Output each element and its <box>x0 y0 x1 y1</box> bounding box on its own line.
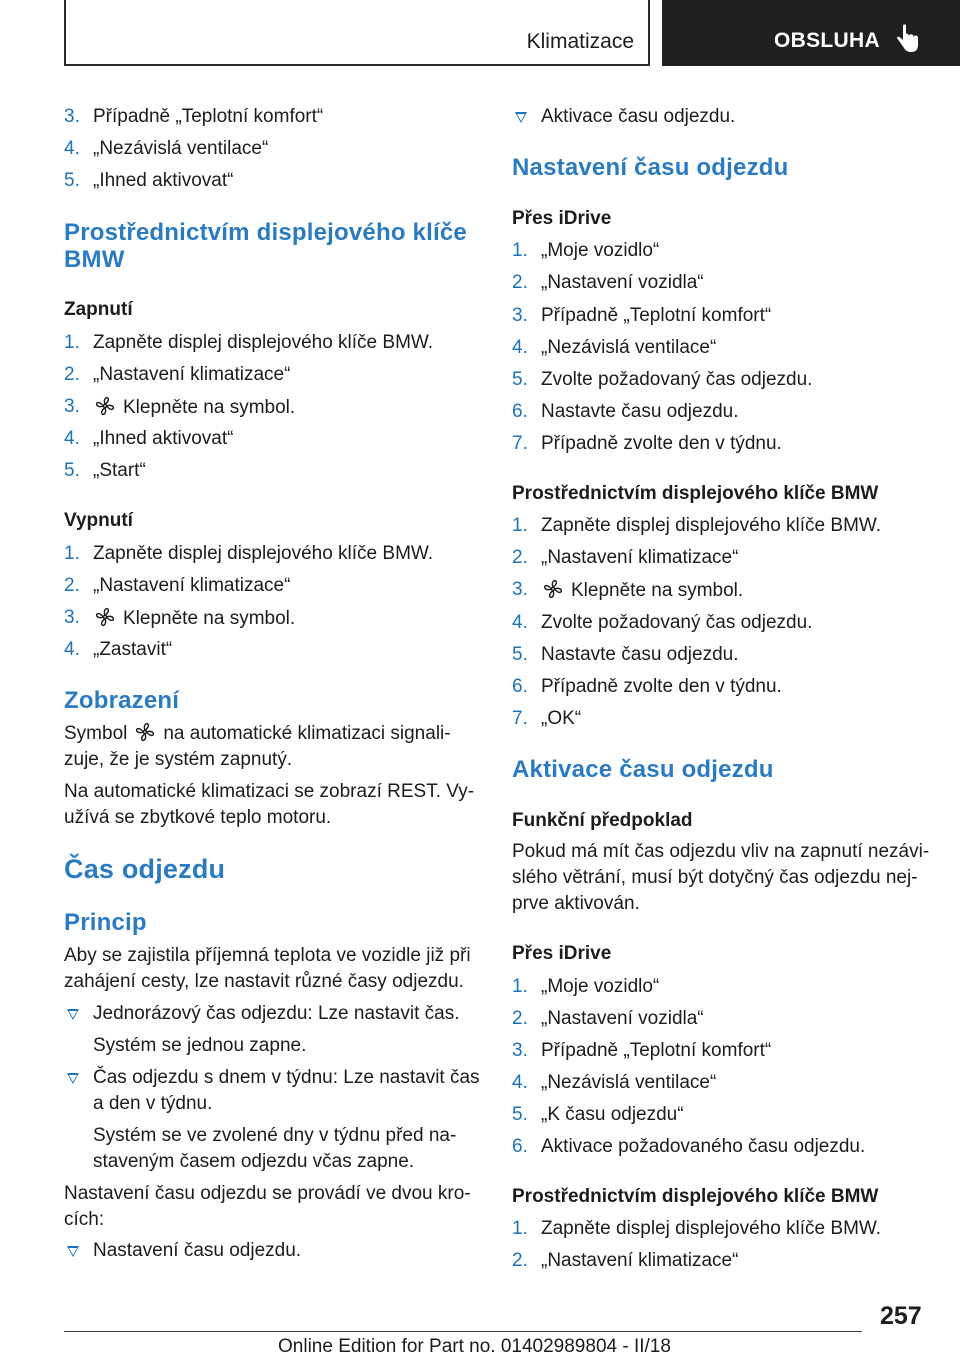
bullet-triangle-icon <box>67 1246 79 1257</box>
heading-display: Zobrazení <box>64 687 180 714</box>
paragraph: cích: <box>64 1209 105 1230</box>
paragraph: slého větrání, musí být dotyčný čas odjezdu nej- <box>512 867 918 888</box>
subheading-idrive: Přes iDrive <box>512 943 612 964</box>
header-chapter-box <box>64 0 650 66</box>
footer-divider <box>64 1331 862 1332</box>
subheading-display-key: Prostřednictvím displejového klíče BMW <box>512 1186 879 1207</box>
heading-set-departure: Nastavení času odjezdu <box>512 154 789 181</box>
heading-display-key-cont: BMW <box>64 246 125 273</box>
page-number: 257 <box>880 1302 922 1330</box>
subheading-off: Vypnutí <box>64 510 133 531</box>
paragraph: užívá se zbytkové teplo motoru. <box>64 807 332 828</box>
paragraph: zuje, že je systém zapnutý. <box>64 749 293 770</box>
subheading-precondition: Funkční předpoklad <box>512 810 693 831</box>
subheading-idrive: Přes iDrive <box>512 208 612 229</box>
fan-icon <box>95 396 115 416</box>
paragraph: zahájení cesty, lze nastavit různé časy odjezdu. <box>64 971 464 992</box>
paragraph: prve aktivován. <box>512 893 640 914</box>
bullet-triangle-icon <box>67 1009 79 1020</box>
heading-display-key: Prostřednictvím displejového klíče <box>64 219 467 246</box>
paragraph: Aby se zajistila příjemná teplota ve vozidle již při <box>64 945 471 966</box>
heading-principle: Princip <box>64 909 147 936</box>
paragraph: Symbol na automatické klimatizaci signali- <box>64 723 451 744</box>
header-section-tab <box>662 0 960 66</box>
paragraph: Na automatické klimatizaci se zobrazí REST. Vy- <box>64 781 475 802</box>
paragraph: Pokud má mít čas odjezdu vliv na zapnutí nezávi- <box>512 841 930 862</box>
footer-edition: Online Edition for Part no. 01402989804 - II/18 <box>278 1336 671 1357</box>
fan-icon <box>95 607 115 627</box>
heading-departure-time: Čas odjezdu <box>64 854 226 884</box>
paragraph: Nastavení času odjezdu se provádí ve dvou kro- <box>64 1183 471 1204</box>
subheading-display-key: Prostřednictvím displejového klíče BMW <box>512 483 879 504</box>
section-label: OBSLUHA <box>774 29 880 52</box>
bullet-triangle-icon <box>515 112 527 123</box>
subheading-on: Zapnutí <box>64 299 133 320</box>
chapter-title: Klimatizace <box>526 30 634 53</box>
hand-pointer-icon <box>894 24 922 54</box>
heading-activate-departure: Aktivace času odjezdu <box>512 756 774 783</box>
bullet-triangle-icon <box>67 1073 79 1084</box>
fan-icon <box>135 722 155 742</box>
fan-icon <box>543 579 563 599</box>
